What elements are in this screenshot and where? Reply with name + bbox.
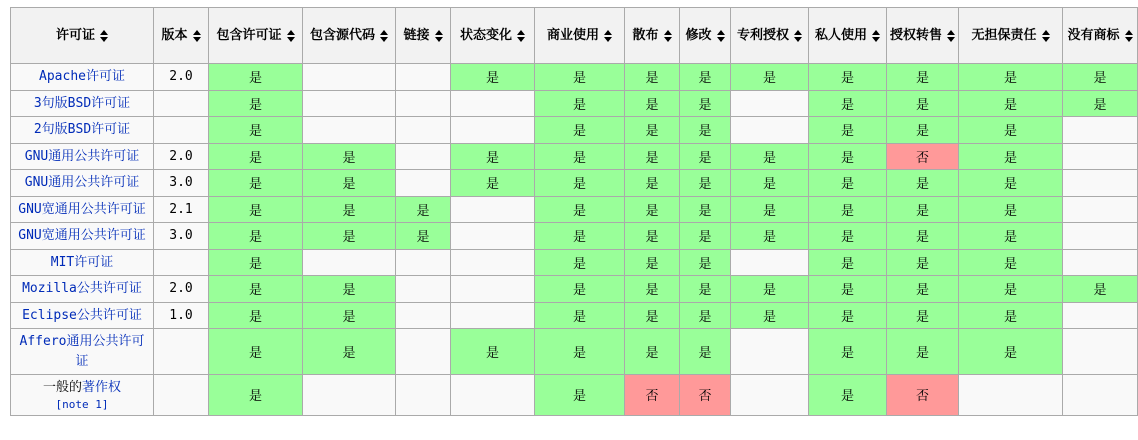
empty-cell: [396, 90, 451, 117]
table-row: [11, 276, 1138, 303]
license-comparison-table: [10, 7, 1138, 416]
column-header-inner: [535, 24, 624, 48]
yes-cell: 是: [535, 196, 625, 223]
yes-cell: 是: [303, 276, 396, 303]
license-name-cell: [11, 276, 154, 303]
yes-cell: 是: [887, 117, 959, 144]
table-row: [11, 170, 1138, 197]
empty-cell: [1063, 196, 1138, 223]
license-link[interactable]: MIT许可证: [50, 254, 114, 270]
sort-arrows-icon: [193, 30, 201, 42]
table-row: [11, 64, 1138, 91]
column-header-inner: [303, 24, 395, 48]
yes-cell: 是: [209, 302, 303, 329]
version-cell: 3.0: [154, 223, 209, 250]
column-header-9[interactable]: [680, 8, 731, 64]
no-cell: 否: [625, 375, 680, 416]
table-row: [11, 117, 1138, 144]
column-header-label: 商业使用: [546, 27, 599, 43]
yes-cell: 是: [809, 276, 887, 303]
yes-cell: 是: [625, 276, 680, 303]
sort-arrows-icon: [287, 30, 295, 42]
yes-cell: 是: [809, 223, 887, 250]
license-name-cell: [11, 64, 154, 91]
no-cell: 否: [887, 143, 959, 170]
yes-cell: 是: [209, 90, 303, 117]
yes-cell: 是: [625, 223, 680, 250]
empty-cell: [396, 249, 451, 276]
license-name-cell: [11, 90, 154, 117]
sort-arrows-icon: [1125, 30, 1133, 42]
yes-cell: 是: [680, 196, 731, 223]
column-header-inner: [451, 24, 534, 48]
yes-cell: 是: [209, 64, 303, 91]
table-row: [11, 375, 1138, 416]
column-header-1[interactable]: [11, 8, 154, 64]
empty-cell: [303, 64, 396, 91]
column-header-inner: [887, 24, 958, 48]
version-cell: [154, 117, 209, 144]
empty-cell: [1063, 170, 1138, 197]
yes-cell: 是: [731, 276, 809, 303]
sort-arrows-icon: [380, 30, 388, 42]
yes-cell: 是: [535, 117, 625, 144]
yes-cell: 是: [209, 117, 303, 144]
column-header-inner: [731, 24, 808, 48]
sort-arrows-icon: [664, 30, 672, 42]
yes-cell: 是: [809, 329, 887, 375]
column-header-inner: [396, 24, 450, 48]
license-name-cell: [11, 302, 154, 329]
column-header-12[interactable]: [887, 8, 959, 64]
yes-cell: 是: [809, 302, 887, 329]
column-header-8[interactable]: [625, 8, 680, 64]
yes-cell: 是: [809, 375, 887, 416]
yes-cell: 是: [731, 223, 809, 250]
license-name-cell: [11, 143, 154, 170]
yes-cell: 是: [959, 223, 1063, 250]
column-header-label: 授权转售: [889, 27, 942, 43]
yes-cell: 是: [396, 196, 451, 223]
yes-cell: 是: [451, 64, 535, 91]
license-name-cell: [11, 329, 154, 375]
license-name-cell: [11, 196, 154, 223]
yes-cell: 是: [680, 249, 731, 276]
yes-cell: 是: [809, 90, 887, 117]
empty-cell: [303, 117, 396, 144]
version-cell: [154, 375, 209, 416]
column-header-3[interactable]: [209, 8, 303, 64]
column-header-inner: [809, 24, 886, 48]
yes-cell: 是: [535, 170, 625, 197]
yes-cell: 是: [809, 117, 887, 144]
yes-cell: 是: [959, 276, 1063, 303]
yes-cell: 是: [535, 223, 625, 250]
yes-cell: 是: [209, 196, 303, 223]
empty-cell: [396, 64, 451, 91]
yes-cell: 是: [959, 117, 1063, 144]
yes-cell: 是: [303, 329, 396, 375]
column-header-label: 状态变化: [459, 27, 512, 43]
license-link[interactable]: GNU通用公共许可证: [24, 148, 140, 164]
table-row: [11, 302, 1138, 329]
yes-cell: 是: [209, 375, 303, 416]
sort-arrows-icon: [1042, 30, 1050, 42]
column-header-inner: [209, 24, 302, 48]
empty-cell: [396, 329, 451, 375]
empty-cell: [451, 302, 535, 329]
version-cell: 3.0: [154, 170, 209, 197]
column-header-6[interactable]: [451, 8, 535, 64]
license-name-cell: [11, 170, 154, 197]
column-header-inner: [1063, 24, 1137, 48]
column-header-label: 专利授权: [736, 27, 789, 43]
sort-arrows-icon: [517, 30, 525, 42]
yes-cell: 是: [959, 249, 1063, 276]
empty-cell: [396, 302, 451, 329]
yes-cell: 是: [959, 196, 1063, 223]
version-cell: 2.0: [154, 64, 209, 91]
yes-cell: 是: [625, 64, 680, 91]
version-cell: 1.0: [154, 302, 209, 329]
empty-cell: [451, 249, 535, 276]
yes-cell: 是: [625, 249, 680, 276]
sort-arrows-icon: [794, 30, 802, 42]
yes-cell: 是: [625, 117, 680, 144]
license-link[interactable]: 2句版BSD许可证: [33, 122, 131, 137]
version-cell: 2.0: [154, 143, 209, 170]
yes-cell: 是: [535, 64, 625, 91]
column-header-13[interactable]: [959, 8, 1063, 64]
yes-cell: 是: [959, 329, 1063, 375]
yes-cell: 是: [451, 170, 535, 197]
yes-cell: 是: [535, 302, 625, 329]
column-header-5[interactable]: [396, 8, 451, 64]
license-name-cell: [11, 117, 154, 144]
yes-cell: 是: [209, 143, 303, 170]
yes-cell: 是: [959, 143, 1063, 170]
yes-cell: 是: [209, 329, 303, 375]
yes-cell: 是: [625, 170, 680, 197]
sort-arrows-icon: [604, 30, 612, 42]
yes-cell: 是: [887, 170, 959, 197]
yes-cell: 是: [535, 90, 625, 117]
yes-cell: 是: [680, 143, 731, 170]
empty-cell: [451, 223, 535, 250]
column-header-label: 链接: [403, 27, 430, 43]
column-header-label: 没有商标: [1067, 27, 1120, 43]
yes-cell: 是: [887, 196, 959, 223]
yes-cell: 是: [809, 249, 887, 276]
empty-cell: [731, 375, 809, 416]
yes-cell: 是: [680, 170, 731, 197]
sort-arrows-icon: [717, 30, 725, 42]
column-header-4[interactable]: [303, 8, 396, 64]
column-header-label: 许可证: [55, 27, 95, 43]
yes-cell: 是: [451, 329, 535, 375]
empty-cell: [1063, 375, 1138, 416]
yes-cell: 是: [535, 329, 625, 375]
yes-cell: 是: [303, 302, 396, 329]
license-link[interactable]: Affero通用公共许可证: [19, 334, 145, 369]
version-cell: 2.1: [154, 196, 209, 223]
license-link[interactable]: 著作权: [82, 380, 122, 395]
yes-cell: 是: [451, 143, 535, 170]
yes-cell: 是: [959, 90, 1063, 117]
empty-cell: [396, 170, 451, 197]
yes-cell: 是: [887, 276, 959, 303]
yes-cell: 是: [959, 170, 1063, 197]
yes-cell: 是: [680, 302, 731, 329]
column-header-inner: [154, 24, 208, 48]
yes-cell: 是: [959, 64, 1063, 91]
yes-cell: 是: [680, 329, 731, 375]
column-header-inner: [11, 24, 153, 48]
empty-cell: [303, 249, 396, 276]
yes-cell: 是: [809, 64, 887, 91]
yes-cell: 是: [731, 64, 809, 91]
yes-cell: 是: [959, 302, 1063, 329]
license-link[interactable]: Mozilla公共许可证: [22, 281, 142, 296]
license-name-cell: [11, 375, 154, 416]
column-header-label: 无担保责任: [971, 27, 1037, 43]
yes-cell: 是: [680, 64, 731, 91]
yes-cell: 是: [535, 375, 625, 416]
empty-cell: [1063, 249, 1138, 276]
yes-cell: 是: [303, 170, 396, 197]
no-cell: 否: [680, 375, 731, 416]
empty-cell: [451, 117, 535, 144]
yes-cell: 是: [809, 170, 887, 197]
license-link[interactable]: 3句版BSD许可证: [33, 95, 131, 111]
empty-cell: [1063, 302, 1138, 329]
yes-cell: 是: [680, 276, 731, 303]
column-header-inner: [625, 24, 679, 48]
yes-cell: 是: [887, 223, 959, 250]
yes-cell: 是: [535, 143, 625, 170]
yes-cell: 是: [535, 276, 625, 303]
yes-cell: 是: [1063, 64, 1138, 91]
yes-cell: 是: [680, 223, 731, 250]
yes-cell: 是: [209, 223, 303, 250]
empty-cell: [731, 249, 809, 276]
version-cell: [154, 249, 209, 276]
license-name-cell: [11, 249, 154, 276]
table-row: [11, 249, 1138, 276]
column-header-label: 包含许可证: [216, 27, 282, 43]
yes-cell: 是: [625, 302, 680, 329]
license-link[interactable]: GNU宽通用公共许可证: [18, 228, 146, 243]
yes-cell: 是: [1063, 90, 1138, 117]
no-cell: 否: [887, 375, 959, 416]
table-row: [11, 90, 1138, 117]
yes-cell: 是: [303, 196, 396, 223]
sort-arrows-icon: [947, 30, 955, 42]
yes-cell: 是: [809, 196, 887, 223]
license-link[interactable]: Eclipse公共许可证: [22, 307, 142, 323]
empty-cell: [451, 196, 535, 223]
version-cell: [154, 90, 209, 117]
column-header-label: 私人使用: [814, 27, 867, 43]
empty-cell: [303, 90, 396, 117]
empty-cell: [731, 329, 809, 375]
empty-cell: [1063, 223, 1138, 250]
column-header-7[interactable]: [535, 8, 625, 64]
column-header-11[interactable]: [809, 8, 887, 64]
column-header-label: 版本: [161, 27, 188, 43]
yes-cell: 是: [625, 329, 680, 375]
yes-cell: 是: [731, 196, 809, 223]
license-link[interactable]: Apache许可证: [39, 69, 125, 84]
yes-cell: 是: [625, 196, 680, 223]
license-link[interactable]: GNU宽通用公共许可证: [18, 201, 146, 217]
empty-cell: [1063, 143, 1138, 170]
table-row: [11, 223, 1138, 250]
column-header-label: 包含源代码: [309, 27, 375, 43]
table-body: [11, 64, 1138, 416]
empty-cell: [1063, 329, 1138, 375]
sort-arrows-icon: [872, 30, 880, 42]
empty-cell: [731, 117, 809, 144]
table-row: [11, 196, 1138, 223]
yes-cell: 是: [731, 302, 809, 329]
empty-cell: [451, 375, 535, 416]
column-header-10[interactable]: [731, 8, 809, 64]
empty-cell: [731, 90, 809, 117]
yes-cell: 是: [625, 90, 680, 117]
yes-cell: 是: [731, 170, 809, 197]
yes-cell: 是: [731, 143, 809, 170]
column-header-inner: [680, 24, 730, 48]
yes-cell: 是: [209, 276, 303, 303]
empty-cell: [959, 375, 1063, 416]
yes-cell: 是: [1063, 276, 1138, 303]
yes-cell: 是: [396, 223, 451, 250]
license-name-text: 一般的: [42, 380, 82, 395]
sort-arrows-icon: [435, 30, 443, 42]
column-header-label: 散布: [632, 27, 659, 43]
yes-cell: 是: [535, 249, 625, 276]
empty-cell: [451, 90, 535, 117]
empty-cell: [303, 375, 396, 416]
yes-cell: 是: [625, 143, 680, 170]
column-header-2[interactable]: [154, 8, 209, 64]
column-header-inner: [959, 24, 1062, 48]
yes-cell: 是: [887, 302, 959, 329]
empty-cell: [1063, 117, 1138, 144]
yes-cell: 是: [209, 170, 303, 197]
yes-cell: 是: [680, 90, 731, 117]
header-row: [11, 8, 1138, 64]
yes-cell: 是: [303, 143, 396, 170]
yes-cell: 是: [680, 117, 731, 144]
empty-cell: [451, 276, 535, 303]
column-header-label: 修改: [685, 27, 712, 43]
empty-cell: [396, 143, 451, 170]
empty-cell: [396, 375, 451, 416]
sort-arrows-icon: [100, 30, 108, 42]
yes-cell: 是: [209, 249, 303, 276]
empty-cell: [396, 117, 451, 144]
yes-cell: 是: [303, 223, 396, 250]
yes-cell: 是: [809, 143, 887, 170]
yes-cell: 是: [887, 64, 959, 91]
empty-cell: [396, 276, 451, 303]
version-cell: 2.0: [154, 276, 209, 303]
yes-cell: 是: [887, 90, 959, 117]
footnote-link[interactable]: [note 1]: [55, 397, 109, 411]
table-row: [11, 329, 1138, 375]
table-row: [11, 143, 1138, 170]
license-link[interactable]: GNU通用公共许可证: [24, 175, 140, 190]
yes-cell: 是: [887, 329, 959, 375]
yes-cell: 是: [887, 249, 959, 276]
license-name-cell: [11, 223, 154, 250]
version-cell: [154, 329, 209, 375]
column-header-14[interactable]: [1063, 8, 1138, 64]
